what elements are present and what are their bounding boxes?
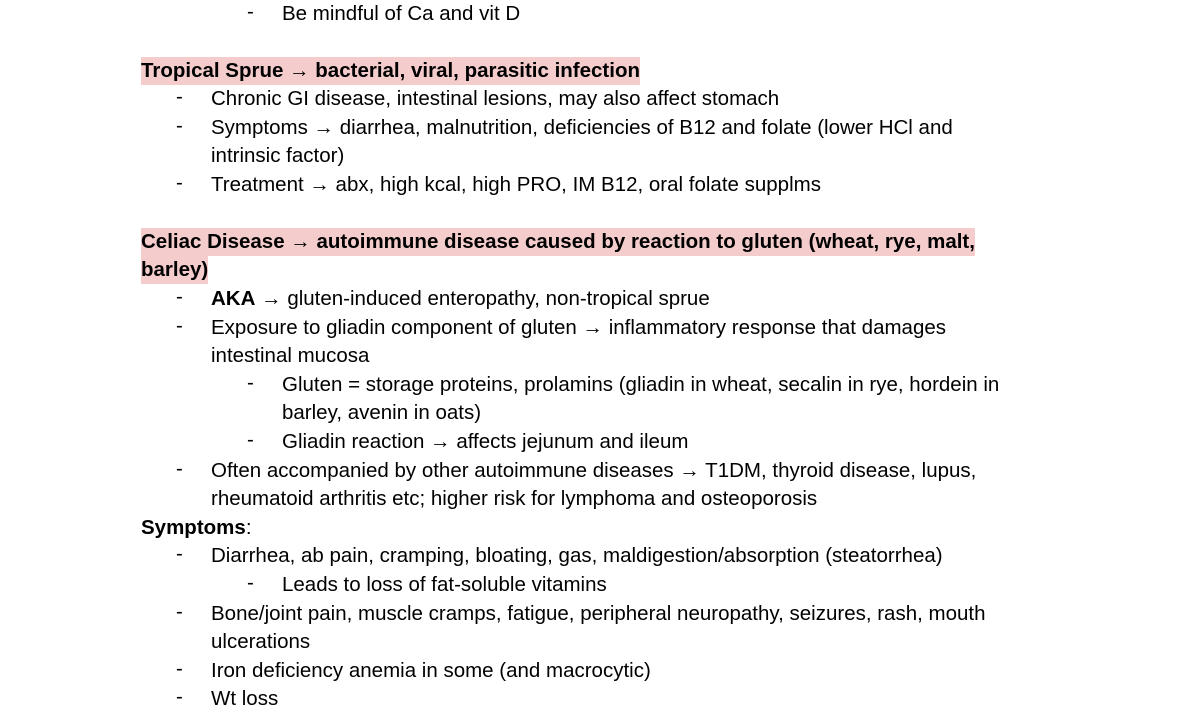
tropical-item-2: Symptoms → diarrhea, malnutrition, deficiencies of B12 and folate (lower HCl and — [211, 116, 953, 139]
celiac-often-item-cont: rheumatoid arthritis etc; higher risk for lymphoma and osteoporosis — [211, 487, 818, 510]
bullet-dash: - — [247, 371, 254, 394]
tropical-item-2-cont: intrinsic factor) — [211, 144, 345, 167]
gluten-sub-item: Gluten = storage proteins, prolamins (gliadin in wheat, secalin in rye, hordein in — [282, 373, 1000, 396]
bullet-dash: - — [176, 171, 183, 194]
symptom-bone-item-cont: ulcerations — [211, 630, 311, 653]
bullet-dash: - — [176, 114, 183, 137]
celiac-exposure-item-cont: intestinal mucosa — [211, 344, 370, 367]
bullet-dash: - — [247, 428, 254, 451]
symptom-bone-item: Bone/joint pain, muscle cramps, fatigue, peripheral neuropathy, seizures, rash, mouth — [211, 602, 986, 625]
symptom-wt-item: Wt loss — [211, 687, 279, 710]
symptom-iron-item: Iron deficiency anemia in some (and macrocytic) — [211, 659, 651, 682]
tropical-item-3: Treatment → abx, high kcal, high PRO, IM B12, oral folate supplms — [211, 173, 821, 196]
celiac-often-item: Often accompanied by other autoimmune diseases → T1DM, thyroid disease, lupus, — [211, 459, 977, 482]
bullet-dash: - — [176, 685, 183, 708]
symptoms-heading — [141, 514, 252, 542]
bullet-dash: - — [176, 314, 183, 337]
bullet-dash: - — [176, 457, 183, 480]
bullet-dash: - — [176, 85, 183, 108]
aka-text: → gluten-induced enteropathy, non-tropical sprue — [255, 287, 710, 310]
celiac-exposure-item: Exposure to gliadin component of gluten → inflammatory response that damages — [211, 316, 946, 339]
symptom-diarrhea-item: Diarrhea, ab pain, cramping, bloating, gas, maldigestion/absorption (steatorrhea) — [211, 544, 943, 567]
celiac-aka-item — [211, 285, 710, 313]
symptoms-label: Symptoms — [141, 516, 246, 539]
bullet-dash: - — [247, 571, 254, 594]
bullet-dash: - — [176, 542, 183, 565]
celiac-heading-cont: barley) — [141, 256, 208, 284]
bullet-dash: - — [176, 657, 183, 680]
aka-label: AKA — [211, 287, 256, 310]
fat-soluble-sub-item: Leads to loss of fat-soluble vitamins — [282, 573, 607, 596]
tropical-item-1: Chronic GI disease, intestinal lesions, may also affect stomach — [211, 87, 780, 110]
bullet-dash: - — [247, 0, 254, 23]
gluten-sub-item-cont: barley, avenin in oats) — [282, 401, 482, 424]
top-sub-item: Be mindful of Ca and vit D — [282, 2, 521, 25]
bullet-dash: - — [176, 285, 183, 308]
tropical-sprue-heading: Tropical Sprue → bacterial, viral, parasitic infection — [141, 57, 640, 85]
bullet-dash: - — [176, 600, 183, 623]
celiac-heading: Celiac Disease → autoimmune disease caused by reaction to gluten (wheat, rye, malt, — [141, 228, 975, 256]
symptoms-colon: : — [245, 516, 252, 539]
gliadin-sub-item: Gliadin reaction → affects jejunum and ileum — [282, 430, 689, 453]
